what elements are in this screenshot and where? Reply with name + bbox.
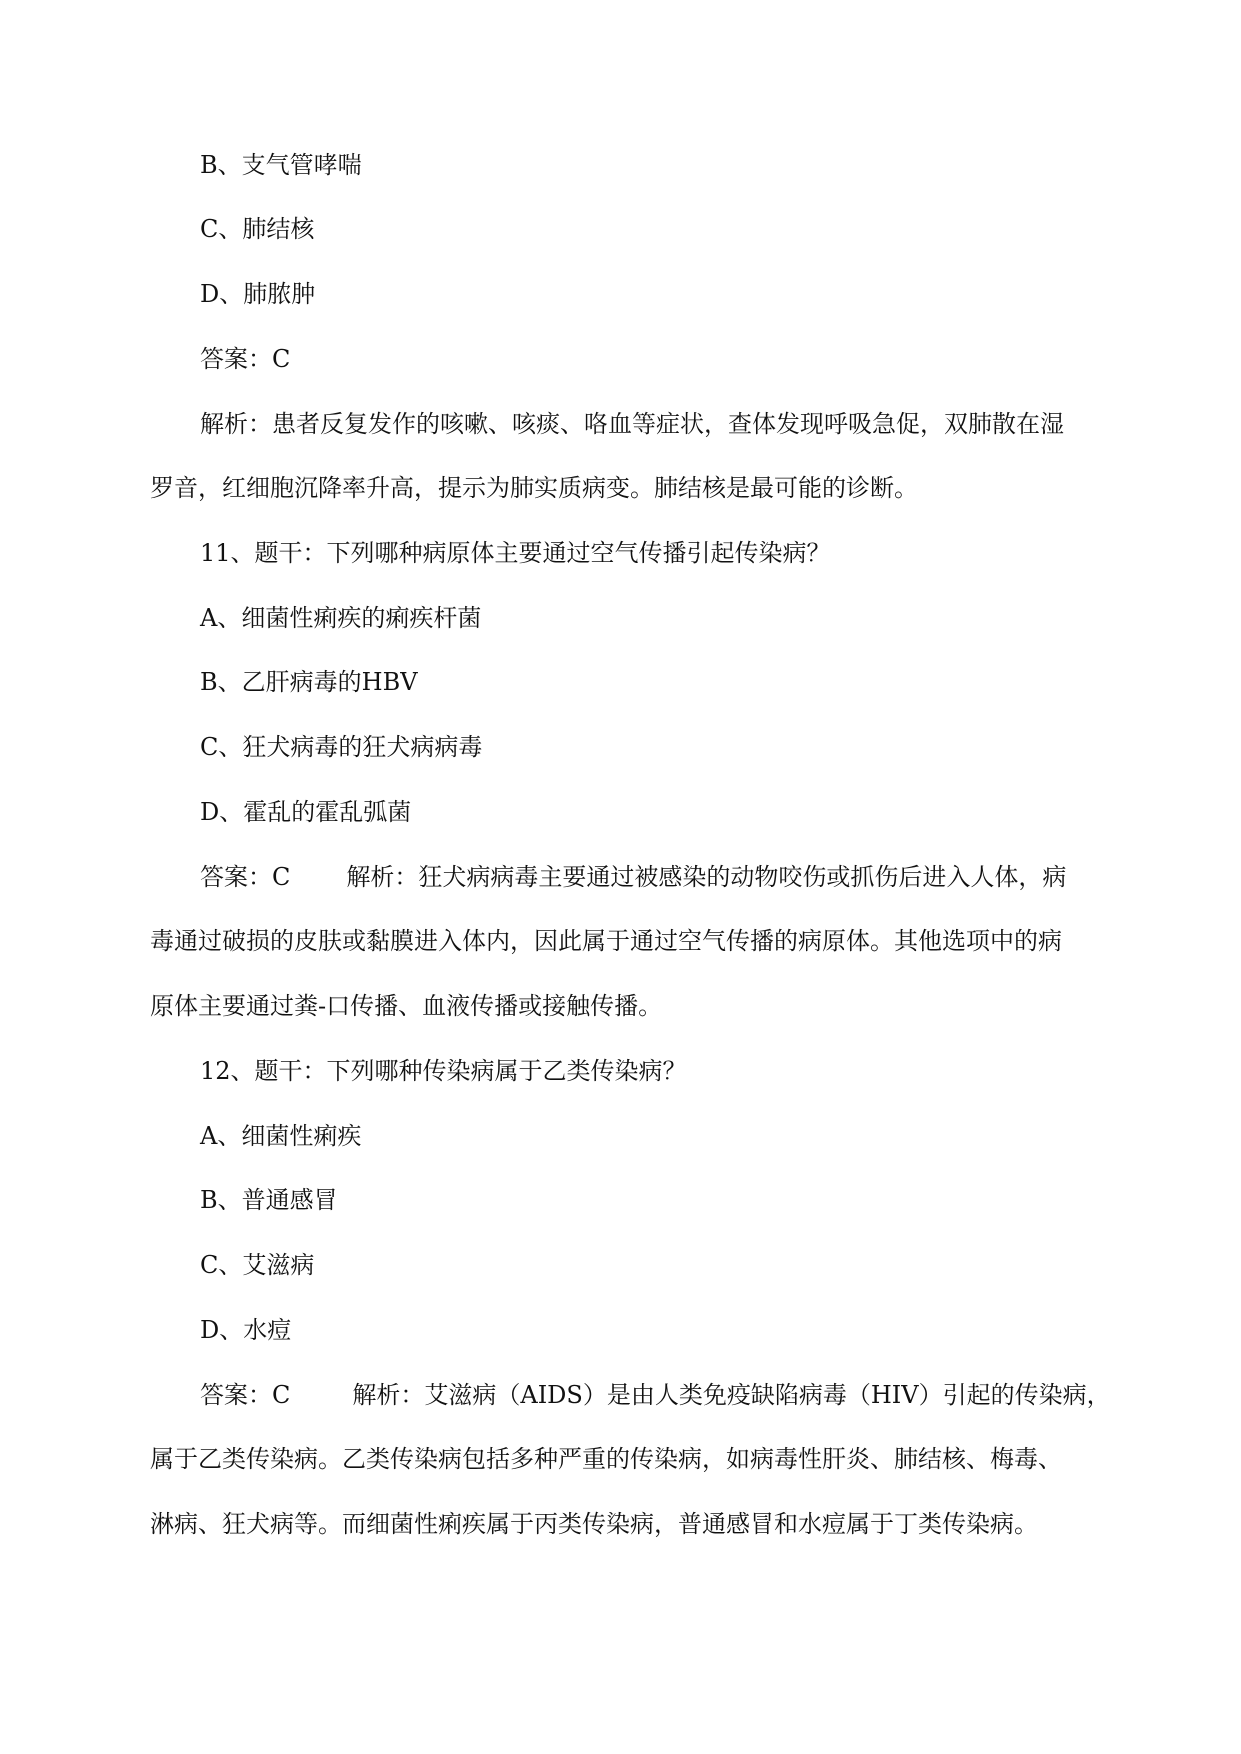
q11-answer-row: [200, 862, 1066, 892]
q11-analysis-line-1: 解析：狂犬病病毒主要通过被感染的动物咬伤或抓伤后进入人体，病: [346, 863, 1067, 891]
q10-analysis-line-2: 罗音，红细胞沉降率升高，提示为肺实质病变。肺结核是最可能的诊断。: [150, 474, 918, 502]
q10-analysis-line-1: 解析：患者反复发作的咳嗽、咳痰、咯血等症状，查体发现呼吸急促，双肺散在湿: [200, 410, 1064, 438]
q12-analysis-line-2: 属于乙类传染病。乙类传染病包括多种严重的传染病，如病毒性肝炎、肺结核、梅毒、: [150, 1445, 1062, 1473]
q10-option-b: B、支气管哮喘: [200, 151, 362, 179]
q12-analysis-line-3: 淋病、狂犬病等。而细菌性痢疾属于丙类传染病，普通感冒和水痘属于丁类传染病。: [150, 1510, 1038, 1538]
q11-option-a: A、细菌性痢疾的痢疾杆菌: [200, 604, 482, 632]
q12-answer-row: [200, 1380, 1111, 1410]
q11-answer: 答案：C: [200, 863, 291, 891]
q11-option-b: B、乙肝病毒的HBV: [200, 668, 418, 696]
q12-option-d: D、水痘: [200, 1316, 292, 1344]
q12-stem: 12、题干：下列哪种传染病属于乙类传染病？: [200, 1057, 687, 1085]
q12-option-b: B、普通感冒: [200, 1186, 338, 1214]
q11-stem: 11、题干：下列哪种病原体主要通过空气传播引起传染病？: [200, 539, 831, 567]
q11-option-c: C、狂犬病毒的狂犬病病毒: [200, 733, 483, 761]
q12-analysis-line-1: 解析：艾滋病（AIDS）是由人类免疫缺陷病毒（HIV）引起的传染病，: [352, 1381, 1111, 1409]
q12-option-a: A、细菌性痢疾: [200, 1122, 362, 1150]
q11-analysis-line-3: 原体主要通过粪-口传播、血液传播或接触传播。: [150, 992, 663, 1020]
q12-answer: 答案：C: [200, 1381, 291, 1409]
q12-option-c: C、艾滋病: [200, 1251, 315, 1279]
q11-option-d: D、霍乱的霍乱弧菌: [200, 798, 412, 826]
q10-option-d: D、肺脓肿: [200, 280, 316, 308]
q10-answer: 答案：C: [200, 345, 291, 373]
q10-option-c: C、肺结核: [200, 215, 315, 243]
q11-analysis-line-2: 毒通过破损的皮肤或黏膜进入体内，因此属于通过空气传播的病原体。其他选项中的病: [150, 927, 1062, 955]
